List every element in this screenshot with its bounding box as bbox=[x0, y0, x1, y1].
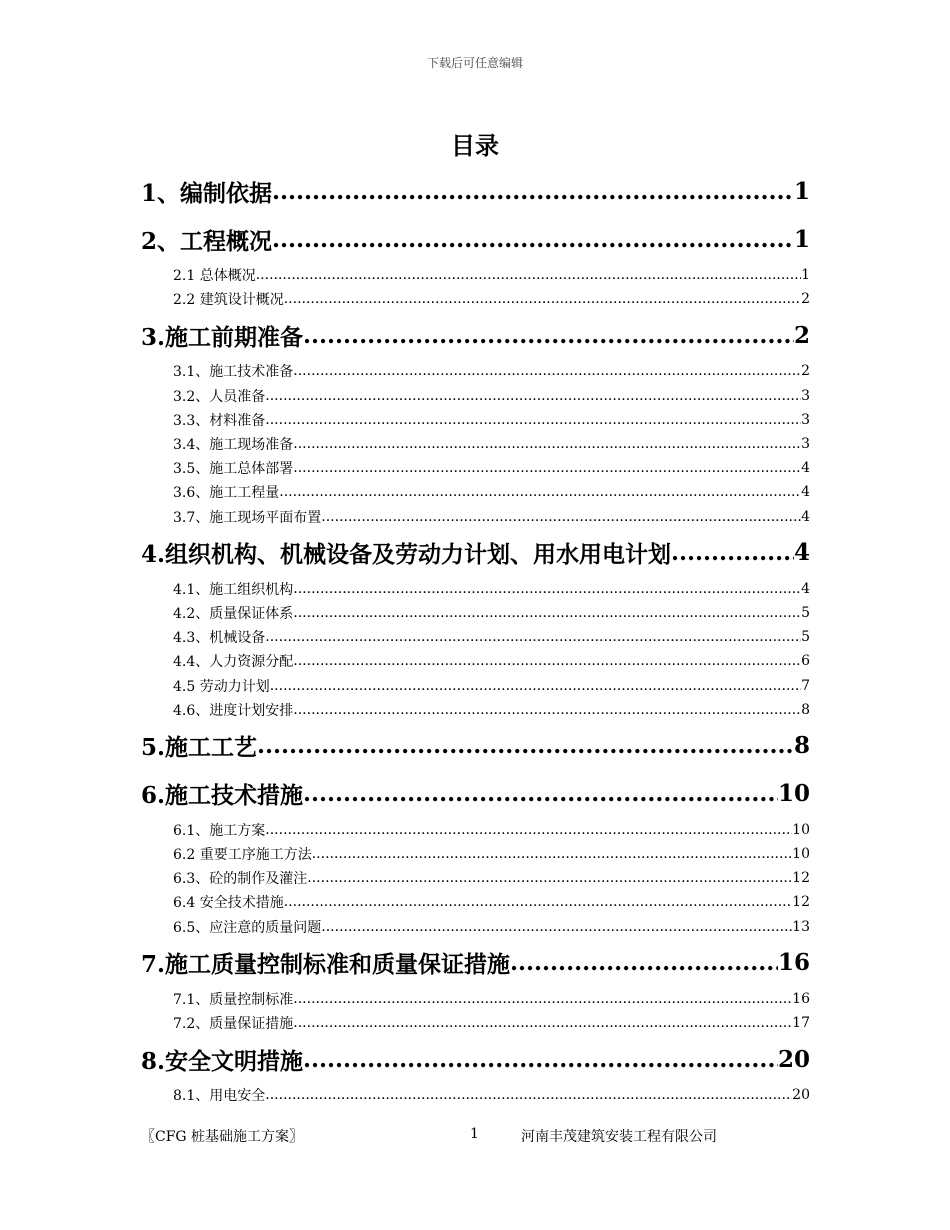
toc-entry-page-number: 4 bbox=[801, 460, 810, 477]
toc-entry-page-number: 1 bbox=[793, 177, 810, 205]
footer-page-number: 1 bbox=[470, 1126, 479, 1142]
toc-entry-section[interactable] bbox=[141, 842, 810, 866]
toc-leader-dots bbox=[256, 267, 801, 283]
toc-entry-page-number: 2 bbox=[801, 363, 810, 380]
toc-entry-page-number: 12 bbox=[792, 870, 810, 887]
toc-leader-dots bbox=[303, 1046, 778, 1073]
toc-entry-chapter[interactable] bbox=[141, 311, 810, 359]
toc-leader-dots bbox=[279, 484, 801, 500]
toc-leader-dots bbox=[293, 653, 801, 669]
toc-entry-chapter[interactable] bbox=[141, 722, 810, 770]
toc-entry-page-number: 13 bbox=[792, 918, 810, 935]
toc-entry-label: 4.5 劳动力计划 bbox=[173, 678, 270, 695]
toc-leader-dots bbox=[312, 846, 792, 862]
toc-entry-page-number: 2 bbox=[801, 291, 810, 308]
toc-entry-label: 3.5、施工总体部署 bbox=[173, 461, 294, 478]
toc-entry-chapter[interactable] bbox=[141, 1035, 810, 1083]
toc-entry-label: 2.1 总体概况 bbox=[173, 268, 256, 285]
toc-entry-chapter[interactable] bbox=[141, 770, 810, 818]
toc-leader-dots bbox=[293, 605, 801, 621]
toc-entry-page-number: 16 bbox=[792, 990, 810, 1007]
toc-entry-page-number: 10 bbox=[792, 846, 810, 863]
toc-entry-page-number: 17 bbox=[792, 1015, 810, 1032]
toc-entry-section[interactable] bbox=[141, 577, 810, 601]
toc-leader-dots bbox=[293, 436, 801, 452]
toc-entry-label: 3.4、施工现场准备 bbox=[173, 437, 294, 454]
toc-entry-label: 4.3、机械设备 bbox=[173, 630, 266, 647]
toc-entry-label: 2.2 建筑设计概况 bbox=[173, 292, 284, 309]
toc-entry-page-number: 2 bbox=[793, 321, 810, 349]
toc-entry-label: 8.1、用电安全 bbox=[173, 1088, 266, 1105]
toc-entry-page-number: 7 bbox=[801, 677, 810, 694]
toc-entry-page-number: 8 bbox=[793, 732, 810, 760]
toc-entry-label: 6.3、砼的制作及灌注 bbox=[173, 871, 308, 888]
toc-entry-label: 4.4、人力资源分配 bbox=[173, 654, 294, 671]
toc-entry-label: 3.7、施工现场平面布置 bbox=[173, 509, 322, 526]
toc-entry-chapter[interactable] bbox=[141, 167, 810, 215]
toc-entry-section[interactable] bbox=[141, 456, 810, 480]
toc-leader-dots bbox=[321, 919, 792, 935]
toc-entry-page-number: 20 bbox=[777, 1045, 810, 1073]
header-note: 下载后可任意编辑 bbox=[426, 56, 523, 70]
toc-leader-dots bbox=[307, 870, 792, 886]
toc-entry-section[interactable] bbox=[141, 625, 810, 649]
toc-entry-page-number: 20 bbox=[792, 1087, 810, 1104]
toc-leader-dots bbox=[284, 291, 801, 307]
toc-entry-page-number: 8 bbox=[801, 701, 810, 718]
toc-leader-dots bbox=[321, 509, 801, 525]
toc-entry-label: 4.1、施工组织机构 bbox=[173, 581, 294, 598]
toc-entry-page-number: 16 bbox=[777, 949, 810, 977]
toc-entry-page-number: 4 bbox=[801, 580, 810, 597]
toc-entry-section[interactable] bbox=[141, 818, 810, 842]
toc-entry-page-number: 12 bbox=[792, 894, 810, 911]
toc-entry-section[interactable] bbox=[141, 359, 810, 383]
toc-leader-dots bbox=[293, 991, 792, 1007]
toc-leader-dots bbox=[510, 949, 778, 976]
toc-entry-section[interactable] bbox=[141, 1083, 810, 1107]
toc-entry-page-number: 3 bbox=[801, 387, 810, 404]
toc-entry-section[interactable] bbox=[141, 673, 810, 697]
toc-entry-section[interactable] bbox=[141, 408, 810, 432]
toc-entry-label: 6.施工技术措施 bbox=[141, 782, 304, 810]
toc-entry-section[interactable] bbox=[141, 698, 810, 722]
toc-entry-label: 6.1、施工方案 bbox=[173, 822, 266, 839]
toc-entry-chapter[interactable] bbox=[141, 939, 810, 987]
toc-entry-label: 3.6、施工工程量 bbox=[173, 485, 280, 502]
toc-leader-dots bbox=[272, 226, 794, 253]
toc-entry-page-number: 4 bbox=[793, 539, 810, 567]
footer-document-name: 〖CFG 桩基础施工方案〗 bbox=[141, 1129, 304, 1145]
toc-entry-section[interactable] bbox=[141, 890, 810, 914]
toc-entry-label: 7.2、质量保证措施 bbox=[173, 1016, 294, 1033]
toc-entry-label: 1、编制依据 bbox=[141, 179, 273, 207]
toc-entry-page-number: 5 bbox=[801, 604, 810, 621]
toc-leader-dots bbox=[272, 178, 794, 205]
toc-entry-label: 3.施工前期准备 bbox=[141, 323, 304, 351]
toc-entry-label: 7.1、质量控制标准 bbox=[173, 991, 294, 1008]
toc-entry-section[interactable] bbox=[141, 384, 810, 408]
toc-leader-dots bbox=[303, 780, 778, 807]
toc-leader-dots bbox=[265, 1087, 792, 1103]
toc-entry-section[interactable] bbox=[141, 480, 810, 504]
toc-entry-label: 6.5、应注意的质量问题 bbox=[173, 919, 322, 936]
toc-entry-page-number: 1 bbox=[793, 225, 810, 253]
toc-entry-chapter[interactable] bbox=[141, 215, 810, 263]
toc-entry-label: 3.1、施工技术准备 bbox=[173, 364, 294, 381]
toc-leader-dots bbox=[293, 581, 801, 597]
toc-entry-section[interactable] bbox=[141, 432, 810, 456]
toc-leader-dots bbox=[293, 1015, 792, 1031]
toc-leader-dots bbox=[671, 539, 794, 566]
toc-entry-section[interactable] bbox=[141, 263, 810, 287]
toc-entry-label: 3.2、人员准备 bbox=[173, 388, 266, 405]
toc-entry-label: 3.3、材料准备 bbox=[173, 412, 266, 429]
toc-entry-page-number: 6 bbox=[801, 653, 810, 670]
toc-entry-label: 5.施工工艺 bbox=[141, 734, 258, 762]
toc-leader-dots bbox=[284, 894, 792, 910]
toc-entry-chapter[interactable] bbox=[141, 529, 810, 577]
toc-leader-dots bbox=[293, 363, 801, 379]
toc-entry-label: 4.2、质量保证体系 bbox=[173, 605, 294, 622]
footer-company-name: 河南丰茂建筑安装工程有限公司 bbox=[521, 1129, 717, 1145]
toc-entry-page-number: 4 bbox=[801, 484, 810, 501]
toc-entry-page-number: 10 bbox=[777, 780, 810, 808]
toc-entry-page-number: 5 bbox=[801, 629, 810, 646]
toc-leader-dots bbox=[257, 732, 794, 759]
toc-entry-label: 4.组织机构、机械设备及劳动力计划、用水用电计划 bbox=[141, 541, 672, 569]
toc-entry-section[interactable] bbox=[141, 649, 810, 673]
toc-leader-dots bbox=[270, 678, 801, 694]
toc-entry-label: 6.4 安全技术措施 bbox=[173, 895, 284, 912]
toc-entry-section[interactable] bbox=[141, 601, 810, 625]
toc-entry-section[interactable] bbox=[141, 987, 810, 1011]
toc-entry-label: 4.6、进度计划安排 bbox=[173, 702, 294, 719]
toc-leader-dots bbox=[265, 412, 801, 428]
toc-leader-dots bbox=[303, 322, 794, 349]
toc-leader-dots bbox=[265, 388, 801, 404]
toc-entry-section[interactable] bbox=[141, 915, 810, 939]
toc-entry-label: 8.安全文明措施 bbox=[141, 1047, 304, 1075]
toc-entry-page-number: 4 bbox=[801, 508, 810, 525]
toc-entry-label: 2、工程概况 bbox=[141, 227, 273, 255]
toc-entry-section[interactable] bbox=[141, 287, 810, 311]
toc-leader-dots bbox=[265, 629, 801, 645]
page-title: 目录 bbox=[451, 131, 499, 160]
toc-entry-label: 7.施工质量控制标准和质量保证措施 bbox=[141, 951, 511, 979]
toc-entry-page-number: 3 bbox=[801, 411, 810, 428]
toc-entry-label: 6.2 重要工序施工方法 bbox=[173, 847, 312, 864]
toc-leader-dots bbox=[293, 460, 801, 476]
toc-entry-page-number: 3 bbox=[801, 436, 810, 453]
toc-entry-section[interactable] bbox=[141, 866, 810, 890]
toc-entry-section[interactable] bbox=[141, 1011, 810, 1035]
toc-leader-dots bbox=[265, 822, 792, 838]
toc-entry-section[interactable] bbox=[141, 505, 810, 529]
toc-entry-page-number: 1 bbox=[801, 267, 810, 284]
toc-leader-dots bbox=[293, 702, 801, 718]
toc-entry-page-number: 10 bbox=[792, 821, 810, 838]
table-of-contents bbox=[141, 167, 810, 1107]
